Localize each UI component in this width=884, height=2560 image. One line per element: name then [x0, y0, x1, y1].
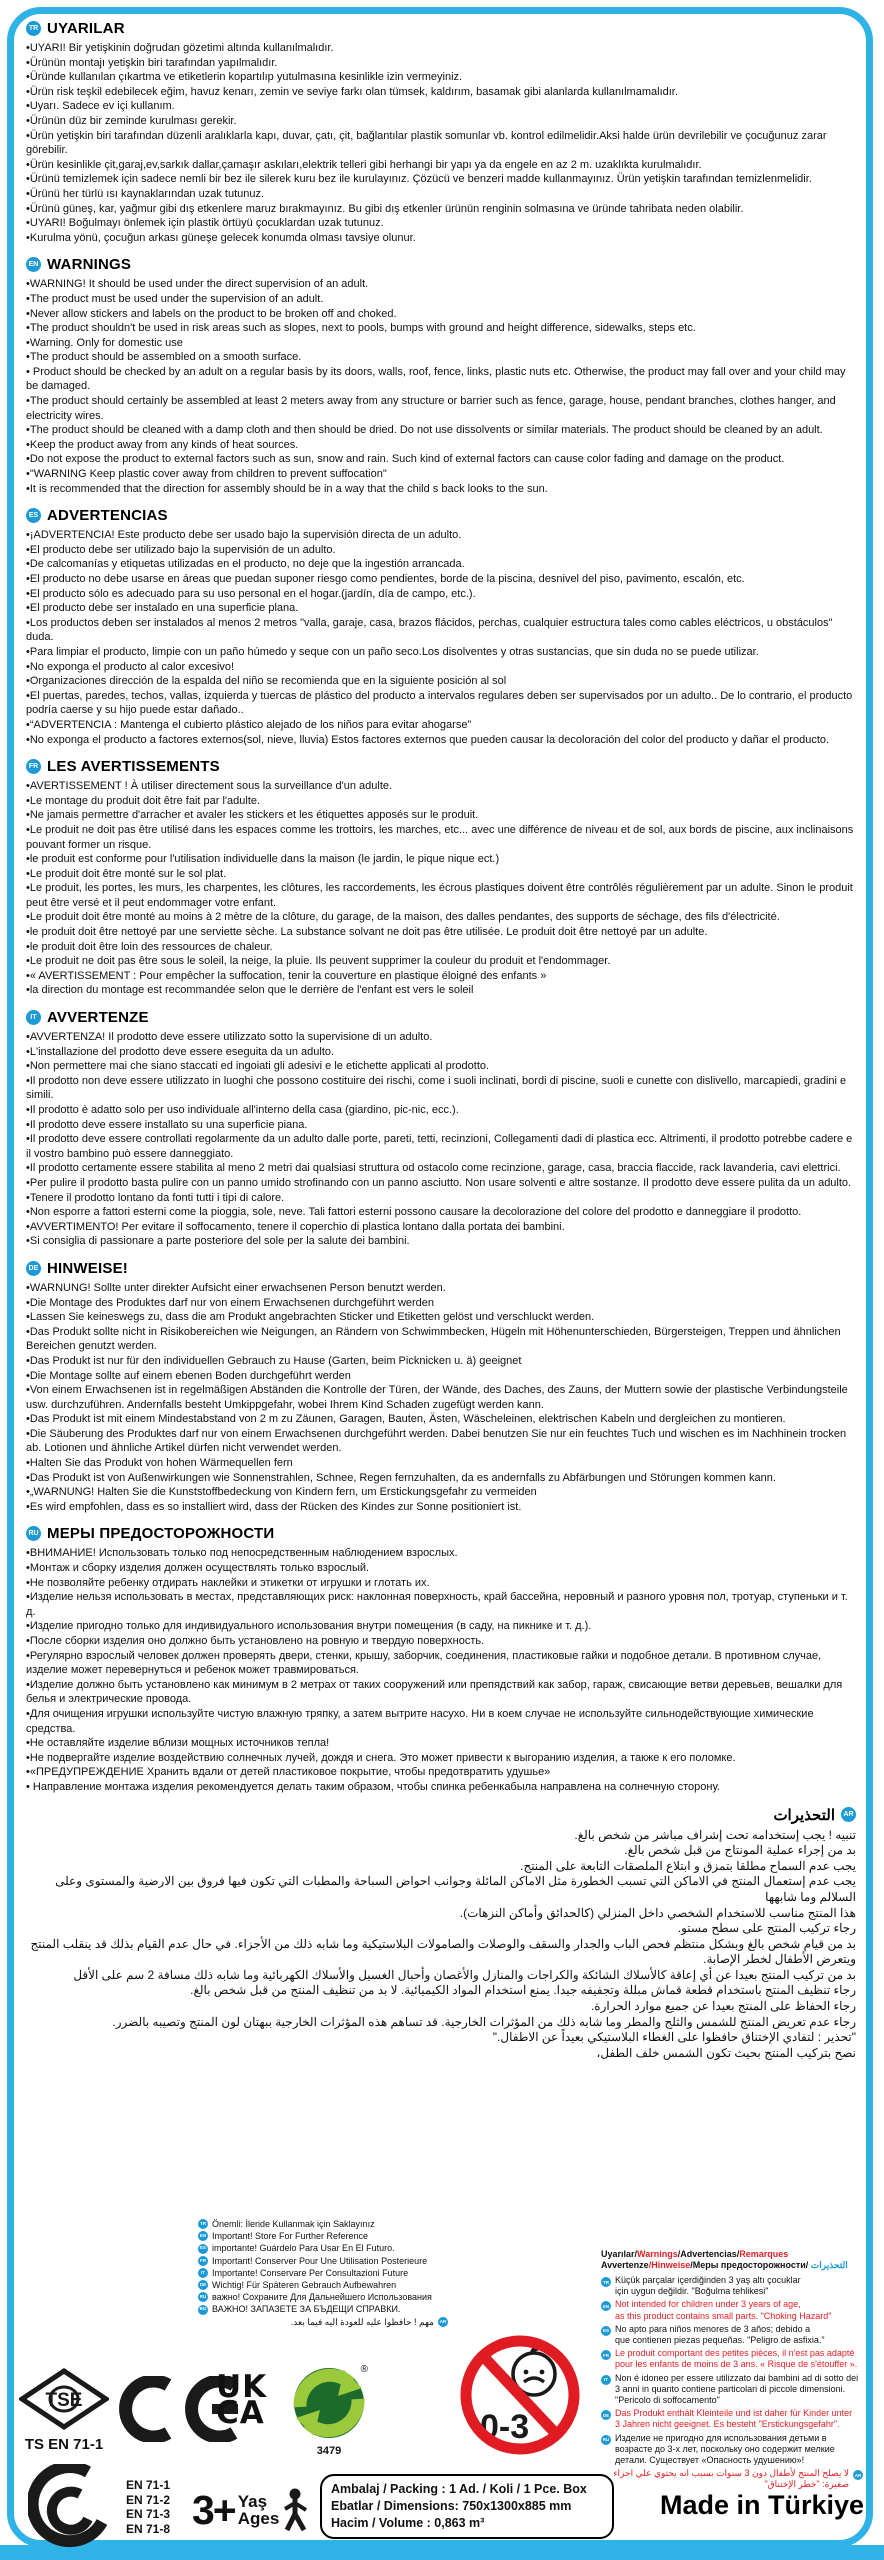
choking-header-part: Uyarılar [601, 2249, 635, 2259]
warning-item: •Das Produkt ist von Außenwirkungen wie Sonnenstrahlen, Schnee, Regen fernzuhalten, da es andernfalls zu Abfärbungen und Störungen kommen kann. [26, 1471, 776, 1484]
warning-item: •UYARI! Bir yetişkinin doğrudan gözetimi altında kullanılmalıdır. [26, 42, 334, 54]
section-heading [26, 1009, 856, 1026]
choking-line: No apto para niños menores de 3 años; debido a [615, 2323, 811, 2334]
warning-section-es [26, 507, 856, 747]
warning-item: • Направление монтажа изделия рекомендуется делать таким образом, чтобы спинка ребенкабыла направлена на солнечную сторону. [26, 1780, 720, 1793]
warning-item: •Do not expose the product to external factors such as sun, snow and rain. Such kind of external factors can cause color fading and damage on the product. [26, 453, 785, 466]
lang-badge-ar: AR [853, 2470, 863, 2480]
choking-line: Not intended for children under 3 years of age, [615, 2299, 801, 2310]
choking-header-part: Меры предосторожности [692, 2260, 806, 2270]
crescent-mark-icon [28, 2464, 108, 2548]
section-title: WARNINGS [47, 256, 132, 274]
warning-item: رجاء عدم تعريض المنتج للشمس والثلج والمطر وما شابه ذلك من المؤثرات الخارجية. قد تساهم هذه المؤثرات الخارجية ببهتان لون المنتج وتصيبه بالضرر. [112, 2014, 856, 2029]
warning-item: •AVVERTENZA! Il prodotto deve essere utilizzato sotto la supervisione di un adulto. [26, 1031, 433, 1044]
age-recommendation [192, 2488, 308, 2532]
choking-line: Изделие не пригодно для использования детьми в [615, 2432, 827, 2443]
store-notice-ar [198, 2316, 448, 2328]
warning-section-ar [26, 1806, 856, 2062]
warning-item: •UYARI! Boğulmayı önlemek için plastik örtüyü çocuklardan uzak tutunuz. [26, 217, 384, 230]
warning-item: •Non permettere mai che siano staccati ed ingoiati gli adesivi e le etichette applicati al prodotto. [26, 1060, 490, 1073]
section-heading [26, 1806, 856, 1824]
warning-item: •AVERTISSEMENT ! À utiliser directement sous la surveillance d'un adulte. [26, 780, 393, 793]
tse-standard-label: TS EN 71-1 [24, 2436, 104, 2453]
warning-item: •Ürünün montajı yetişkin biri tarafından yapılmalıdır. [26, 56, 278, 69]
bottom-border-band [0, 2545, 884, 2560]
age-limit-label: 0-3 [480, 2408, 530, 2446]
choking-warning-es [601, 2324, 863, 2346]
warning-item: •Le montage du produit doit être fait par l'adulte. [26, 794, 261, 807]
choking-warning-tr [601, 2275, 863, 2297]
store-notice-text: importante! Guárdelo Para Usar En El Futuro. [212, 2243, 395, 2254]
warning-item: •Die Montage sollte auf einem ebenen Boden durchgeführt werden [26, 1369, 351, 1382]
warning-item: •“ADVERTENCIA : Mantenga el cubierto plástico alejado de los niños para evitar ahogarse” [26, 718, 472, 731]
warning-item: •Изделие нельзя использовать в местах, представляющих риск: наклонная поверхность, край бассейна, неровный и разного уровня пол, тротуар, ступеньки и т. д. [26, 1591, 848, 1618]
warning-item: •¡ADVERTENCIA! Este producto debe ser usado bajo la supervisión directa de un adulto. [26, 529, 462, 542]
lang-badge-fr: FR [198, 2256, 208, 2266]
warning-item: •Kurulma yönü, çocuğun arkası güneşe gelecek konumda olması tavsiye olunur. [26, 231, 416, 244]
section-title: LES AVERTISSEMENTS [47, 758, 220, 776]
store-notice-list [198, 2218, 448, 2328]
en-standard: EN 71-1 [126, 2478, 171, 2492]
store-notice-es [198, 2242, 448, 2254]
choking-header-part: / [648, 2260, 652, 2270]
warning-item: بد من تركيب المنتج بعيدا عن أي إعاقة كالأسلاك الشائكة والكراجات والمنازل والأغصان وأحبال الغسيل والأسلاك الكهربائية وما شابه ذلك مسافة 2 سم على الأقل [73, 1967, 856, 1982]
warning-item: •Los productos deben ser instalados al menos 2 metros "valla, garaje, casa, brazos flácidos, perchas, cualquier estructura tales como cables eléctricos, u obstáculos" duda. [26, 616, 833, 644]
warning-item: •После сборки изделия оно должно быть установлено на ровную и твердую поверхность. [26, 1635, 485, 1647]
warning-item: •The product shouldn't be used in risk areas such as slopes, next to pools, bumps with ground and height difference, sidewalks, steps etc. [26, 322, 696, 335]
ukca-line2: CA [216, 2395, 265, 2431]
warning-item: هذا المنتج مناسب للاستخدام الشخصي داخل المنزلي (كالحدائق وأماكن النزهات). [459, 1905, 856, 1920]
warning-item: •Von einem Erwachsenen ist in regelmäßigen Abständen die Kontrolle der Türen, der Wände, des Daches, des Zauns, der Muttern sowie der plastische Verbindungsteile usw. durchzuführen. Andernfalls besteht Umkippgefahr, wobei Ihrem Kind Schaden zugefügt werden kann. [26, 1384, 848, 1411]
green-dot-number: 3479 [316, 2445, 342, 2457]
green-dot-certification [288, 2366, 370, 2457]
warning-sections [26, 20, 856, 2072]
warning-item: •le produit doit être loin des ressources de chaleur. [26, 940, 273, 953]
warning-item: •Üründe kullanılan çıkartma ve etiketlerin kopartılıp yutulmasına kesinlikle izin vermeyiniz. [26, 71, 463, 84]
choking-header-part: / [736, 2249, 740, 2259]
warning-item: يجب عدم السماح مطلقا بتمزق و ابتلاع الملصقات التابعة على المنتج. [520, 1858, 856, 1873]
choking-header-part: Warnings [637, 2249, 678, 2259]
section-title: التحذيرات [773, 1806, 835, 1824]
warning-item: •le produit est conforme pour l'utilisation individuelle dans la maison (le jardin, le pique nique ect.) [26, 853, 500, 866]
choking-line: que contienen piezas pequeñas. "Peligro de asfixia." [615, 2335, 825, 2346]
warning-item: "تحذير : لتفادي الإختناق حافظوا على الغطاء البلاستيكي بعيداً عن الاطفال." [492, 2030, 856, 2045]
warning-item: •Ürün yetişkin biri tarafından düzenli aralıklarla kapı, duvar, çatı, çit, bağlantılar plastik somunlar vb. kontrol edilmelidir.Aksi halde ürün devrilebilir ve çocuğunuz zarar görebilir. [26, 129, 827, 157]
en-standards-list [126, 2478, 170, 2536]
warning-item: •Не оставляйте изделие вблизи мощных источников тепла! [26, 1737, 330, 1750]
warning-item: •Изделие пригодно только для индивидуального использования внутри помещения (в саду, на пикнике и т. д.). [26, 1620, 592, 1633]
choking-header-part: / [677, 2249, 681, 2259]
warning-item: •El producto debe ser instalado en una superficie plana. [26, 602, 299, 615]
packing-line: Ambalaj / Packing : 1 Ad. / Koli / 1 Pce. Box [331, 2482, 587, 2496]
warning-item: •Lassen Sie keineswegs zu, dass die am Produkt angebrachten Sticker und Etiketten gelöst und verschluckt werden. [26, 1311, 595, 1324]
warning-item: رجاء تركيب المنتج على سطح مستو. [677, 1921, 856, 1936]
warning-item: •« AVERTISSEMENT : Pour empêcher la suffocation, tenir la couverture en plastique éloigné des enfants » [26, 969, 547, 982]
choking-line: Das Produkt enthält Kleinteile und ist daher für Kinder unter [615, 2408, 853, 2419]
warning-item: •Uyarı. Sadece ev içi kullanım. [26, 100, 175, 113]
warning-item: •Das Produkt sollte nicht in Risikobereichen wie Neigungen, an Rändern von Schwimmbecken, Hügeln mit Höhenunterschieden, Bürgersteigen, Treppen und ähnlichen Bereichen genutzt werden. [26, 1325, 841, 1353]
warning-item: •Warning. Only for domestic use [26, 336, 183, 349]
warning-section-it [26, 1009, 856, 1249]
warning-item: بد من قيام شخص بالغ وبشكل منتظم فحص الباب والجدار والسقف والوصلات والصامولات البلاستيكية وما شابه ذلك من الأجزاء. في حال عدم القيام بذلك قد ينقلب المنتج ويتعرض الأطفال لخطر الإصابة. [30, 1936, 856, 1967]
warning-item: •Die Montage des Produktes darf nur von einem Erwachsenen durchgeführt werden [26, 1296, 435, 1309]
choking-line: as this product contains small parts. "Choking Hazard" [615, 2310, 832, 2321]
warning-item: •It is recommended that the direction for assembly should be in a way that the child s back looks to the sun. [26, 482, 548, 495]
choking-header-part: / [690, 2260, 693, 2270]
age-word-en: Ages [237, 2509, 280, 2528]
warning-item: •Never allow stickers and labels on the product to be broken off and choked. [26, 307, 397, 320]
warning-item: •De calcomanías y etiquetas utilizadas en el producto, no deje que la ingestión arrancada. [26, 558, 465, 571]
warning-item: •Halten Sie das Produkt von hohen Wärmequellen fern [26, 1457, 293, 1470]
warning-item: •Das Produkt ist nur für den individuellen Gebrauch zu Hause (Garten, beim Picknicken u. ä) geeignet [26, 1354, 522, 1367]
choking-warning-ar [601, 2468, 863, 2490]
choking-header-line [601, 2260, 863, 2271]
section-heading [26, 758, 856, 775]
warning-item: •Не позволяйте ребенку отдирать наклейки и этикетки от игрушки и глотать их. [26, 1576, 430, 1589]
warning-item: •Keep the product away from any kinds of heat sources. [26, 438, 299, 451]
warning-item: نصح بتركيب المنتج بحيث تكون الشمس خلف الطفل، [596, 2045, 856, 2060]
warning-item: •El producto no debe usarse en áreas que puedan suponer riesgo como pendientes, borde de la piscina, desnivel del piso, pavimento, escalón, etc. [26, 573, 745, 585]
warning-item: •la direction du montage est recommandée selon que le derrière de l'enfant est vers le soleil [26, 984, 474, 997]
section-heading [26, 256, 856, 273]
lang-badge-en: EN [26, 257, 41, 272]
warning-item: •Ürünü güneş, kar, yağmur gibi dış etkenlere maruz bırakmayınız. Bu gibi dış etkenler ürünün renginin solmasına ve üründe tahribata neden olabilir. [26, 202, 744, 215]
ukca-mark [216, 2369, 268, 2431]
warning-item: •Регулярно взрослый человек должен проверять двери, стенки, крышу, заборчик, соединения, пластиковые гайки и подобное детали. В противном случае, изделие может перевернуться и ребенок может травмироваться. [26, 1649, 822, 1677]
warning-item: •El puertas, paredes, techos, vallas, izquierda y tuercas de plástico del producto a intervalos regulares deben ser supervisados por un adulto.. De lo contrario, el producto podría caerse y su hijo puede estar dañado.. [26, 689, 853, 717]
warning-item: •Ürünün düz bir zeminde kurulması gerekir. [26, 114, 237, 127]
warning-item: •WARNING! It should be used under the direct supervision of an adult. [26, 278, 369, 291]
warning-item: •Organizaciones dirección de la espalda del niño se recomienda que en la siguiente posición al sol [26, 675, 507, 688]
warning-section-fr [26, 758, 856, 998]
warning-item: •„WARNUNG! Halten Sie die Kunststoffbedeckung von Kindern fern, um Erstickungsgefahr zu vermeiden [26, 1486, 537, 1499]
age-number: 3+ [192, 2487, 235, 2533]
lang-badge-tr: TR [26, 21, 41, 36]
section-title: HINWEISE! [47, 1259, 128, 1277]
warning-item: •The product should be assembled on a smooth surface. [26, 351, 302, 364]
age-word-tr: Yaş [237, 2492, 268, 2511]
lang-badge-fr: FR [26, 759, 41, 774]
choking-header [601, 2249, 863, 2271]
choking-warning-text [615, 2408, 852, 2430]
warning-item: •Для очищения игрушки используйте чистую влажную тряпку, а затем вытрите насухо. Ни в коем случае не используйте сильнодействующие химические средства. [26, 1707, 814, 1735]
lang-badge-ar: AR [438, 2317, 448, 2327]
en-standard: EN 71-8 [126, 2521, 171, 2536]
packing-info-box [320, 2474, 614, 2539]
warning-item: •WARNUNG! Sollte unter direkter Aufsicht einer erwachsenen Person benutzt werden. [26, 1281, 446, 1294]
warning-section-tr [26, 20, 856, 245]
lang-badge-es: ES [601, 2326, 611, 2336]
choking-items [601, 2275, 863, 2491]
warning-item: •Монтаж и сборку изделия должен осуществлять только взрослый. [26, 1562, 370, 1575]
lang-badge-de: DE [26, 1261, 41, 1276]
choking-header-part: التحذيرات [810, 2260, 848, 2270]
section-title: AVVERTENZE [47, 1009, 149, 1027]
lang-badge-de: DE [198, 2280, 208, 2290]
lang-badge-en: EN [601, 2301, 611, 2311]
warning-item: •El producto debe ser utilizado bajo la supervisión de un adulto. [26, 543, 336, 556]
warning-section-de [26, 1260, 856, 1515]
warning-item: •Le produit doit être monté sur le sol plat. [26, 867, 227, 880]
warning-item: •Per pulire il prodotto basta pulire con un panno umido strofinando con un panno asciutto. Non usare solventi e altre sostanze. Il prodotto deve essere pulita da un adulto. [26, 1176, 852, 1189]
choking-header-part: Advertencias [680, 2249, 737, 2259]
lang-badge-tr: TR [601, 2277, 611, 2287]
choking-line: детали. Существует «Опасность удушению»! [615, 2455, 805, 2466]
choking-header-line [601, 2249, 863, 2260]
tse-label: TSE [45, 2390, 83, 2411]
store-notice-bg [198, 2303, 448, 2315]
warning-item: •Ürün risk teşkil edebilecek eğim, havuz kenarı, zemin ve seviye farkı olan tümsek, kaldırım, basamak gibi alanlarda kullanılmamalıdır. [26, 85, 678, 98]
warning-item: •No exponga el producto a factores externos(sol, nieve, lluvia) Estos factores externos que pueden causar la decoloración del color del producto y dañar el producto. [26, 733, 830, 746]
store-notice-text: важно! Сохраните Для Дальнейшего Использования [212, 2292, 432, 2303]
warning-item: •Para limpiar el producto, limpie con un paño húmedo y seque con un paño seco.Los disolventes y otras sustancias, que sin duda no se puede utilizar. [26, 645, 759, 658]
store-notice-en [198, 2230, 448, 2242]
choking-warning-text [615, 2373, 858, 2407]
warning-section-en [26, 256, 856, 496]
section-title: UYARILAR [47, 20, 125, 37]
choking-warning-en [601, 2299, 863, 2321]
child-figure-icon [282, 2488, 308, 2532]
choking-line: Le produit comportant des petites pièces, il n'est pas adapté [615, 2348, 855, 2359]
registered-trademark-icon: ® [360, 2364, 368, 2375]
store-notice-it [198, 2267, 448, 2279]
section-heading [26, 1260, 856, 1277]
warning-item: •Si consiglia di passionare a parte posteriore del sole per la salute dei bambini. [26, 1235, 410, 1248]
choking-warning-text [615, 2299, 832, 2321]
warning-item: يجب عدم إستعمال المنتج في الاماكن التي تسبب الخطورة مثل الاماكن المائلة وجوانب احواض السباحة والمطبات التي تكون فيها فروق بين الارضية والمستوى وعلى السلالم وما شابهها [55, 1874, 856, 1904]
choking-line: pour les enfants de moins de 3 ans. « Risque de s'étouffer ». [615, 2359, 858, 2370]
warning-item: •le produit doit être nettoyé par une serviette sèche. La substance solvant ne doit pas être utilisée. Le produit doit être nettoyé par un adulte. [26, 926, 708, 939]
warning-item: رجاء الحفاظ على المنتج بعيدا عن جميع موارد الحرارة. [590, 1999, 856, 2014]
lang-badge-de: DE [601, 2410, 611, 2420]
section-heading [26, 1525, 856, 1542]
lang-badge-ru: RU [198, 2292, 208, 2302]
warning-item: •"WARNING Keep plastic cover away from children to prevent suffocation" [26, 468, 387, 481]
lang-badge-it: IT [26, 1010, 41, 1025]
warning-item: رجاء تنظيف المنتج باستخدام قطعة قماش مبللة وتجفيفه جيدا. يمنع استخدام المواد الكيميائية. لا بد من تنظيف المنتج من قبل شخص بالغ. [190, 1983, 856, 1998]
warning-item: •Ürün kesinlikle çit,garaj,ev,sarkık dallar,çamaşır askıları,elektrik telleri gibi herhangi bir yapı ya da engele en az 2 m. uzaklıkta kurulmalıdır. [26, 158, 702, 171]
lang-badge-ru: RU [601, 2435, 611, 2445]
choking-hazard-block [601, 2249, 863, 2491]
lang-badge-ru: RU [26, 1526, 41, 1541]
warning-item: •No exponga el producto al calor excesivo! [26, 660, 235, 673]
lang-badge-es: ES [26, 508, 41, 523]
lang-badge-bg: BG [198, 2305, 208, 2315]
tse-certification [18, 2368, 110, 2453]
choking-warning-text [615, 2324, 825, 2346]
warning-item: •El producto sólo es adecuado para su uso personal en el hogar.(jardín, día de campo, etc.). [26, 587, 476, 600]
choking-line: "Pericolo di soffocamento" [615, 2395, 720, 2406]
choking-header-part: Remarques [739, 2249, 789, 2259]
warning-item: •The product should certainly be assembled at least 2 meters away from any structure or barrier such as fence, garage, house, pendant branches, clothes hanger, and electricity wires. [26, 395, 836, 422]
warning-item: •Ürünü her türlü ısı kaynaklarından uzak tutunuz. [26, 187, 265, 200]
store-notice-text: مهم ! حافظوا عليه للعودة اليه فيما بعد. [290, 2316, 434, 2327]
en-standard: EN 71-3 [126, 2507, 171, 2521]
warning-item: •Il prodotto non deve essere utilizzato in luoghi che possono costituire dei rischi, come i suoli inclinati, bordi di piscine, suoli e cunette con dislivello, marcapiedi, gradini e simili. [26, 1074, 847, 1102]
warning-item: بد من إجراء عملية المونتاج من قبل شخص بالغ. [624, 1843, 856, 1858]
warning-item: •Die Säuberung des Produktes darf nur von einem Erwachsenen durchgeführt werden. Dabei benutzen Sie nur ein feuchtes Tuch und wischen es im Nachhinein trocken ab. Lotionen und ähnliche Artikel dürfen nicht verwendet werden. [26, 1427, 847, 1455]
warning-item: •The product must be used under the supervision of an adult. [26, 292, 324, 305]
store-notice-fr [198, 2255, 448, 2267]
no-0-3-icon [460, 2328, 580, 2462]
choking-line: صغيرة: "خطر الإختناق" [764, 2479, 849, 2490]
warning-item: •Le produit ne doit pas être utilisé dans les espaces comme les trottoirs, les marches, etc... avec une différence de niveau et de sol, aux bords de piscine, aux inclinaisons pouvant former un risque. [26, 823, 854, 851]
lang-badge-ar: AR [841, 1807, 856, 1822]
tse-logo-icon [19, 2368, 109, 2430]
choking-line: için uygun değildir. "Boğulma tehlikesi" [615, 2286, 769, 2297]
ukca-line1: UK [216, 2369, 268, 2405]
store-notice-de [198, 2279, 448, 2291]
warning-item: •Le produit ne doit pas être sous le soleil, la neige, la pluie. Ils peuvent supprimer la couleur du produit et l'endommager. [26, 955, 611, 968]
warning-section-ru [26, 1525, 856, 1794]
choking-warning-de [601, 2408, 863, 2430]
warning-item: •Ne jamais permettre d'arracher et avaler les stickers et les étiquettes apposés sur le produit. [26, 809, 479, 822]
warning-item: •«ПРЕДУПРЕЖДЕНИЕ Хранить вдали от детей пластиковое покрытие, чтобы предотвратить удушье» [26, 1766, 551, 1779]
choking-header-part: / [634, 2249, 638, 2259]
warning-item: •Le produit, les portes, les murs, les charpentes, les clôtures, les raccordements, les écrous plastiques doivent être contrôlés régulièrement par un adulte. Sinon le produit peut être versé et il peut endommager votre enfant. [26, 882, 853, 909]
warning-item: •Non esporre a fattori esterni come la pioggia, sole, neve. Tali fattori esterni possono causare la decolorazione del colore del prodotto e danneggiare il prodotto. [26, 1206, 802, 1219]
warning-item: •L'installazione del prodotto deve essere eseguita da un adulto. [26, 1045, 335, 1058]
warning-item: •Le produit doit être monté au moins à 2 mètre de la clôture, du garage, de la maison, des dalles pendantes, des supports de séchage, des fils d'électricité. [26, 911, 780, 924]
warning-item: •AVVERTIMENTO! Per evitare il soffocamento, tenere il coperchio di plastica lontano dalla portata dei bambini. [26, 1220, 565, 1233]
section-title: ADVERTENCIAS [47, 507, 168, 525]
store-notice-text: Importante! Conservare Per Consultazioni Future [212, 2267, 409, 2278]
lang-badge-es: ES [198, 2244, 208, 2254]
store-notice-text: Wichtig! Für Späteren Gebrauch Aufbewahren [212, 2280, 397, 2291]
lang-badge-tr: TR [198, 2219, 208, 2229]
store-notice-text: Önemli: İleride Kullanmak için Saklayınız [212, 2219, 375, 2229]
choking-line: Non é idoneo per essere utilizzato dai bambini ad di sotto dei [615, 2372, 859, 2383]
lang-badge-it: IT [198, 2268, 208, 2278]
warning-item: •Il prodotto deve essere controllati regolarmente da un adulto dalle porte, pareti, tetti, recinzioni, Collegamenti dadi di plastica ecc. Altrimenti, il prodotto potrebbe cadere e il vostro bambino può essere danneggiato. [26, 1133, 853, 1160]
choking-warning-ru [601, 2433, 863, 2467]
section-heading [26, 507, 856, 524]
choking-header-part: Hinweise [651, 2260, 691, 2270]
dimensions-line: Ebatlar / Dimensions: 750x1300x885 mm [331, 2499, 572, 2513]
section-heading [26, 20, 856, 37]
warning-item: •The product should be cleaned with a damp cloth and then should be dried. Do not use dissolvents or similar materials. The product should be cleaned by an adult. [26, 424, 823, 437]
lang-badge-en: EN [198, 2231, 208, 2241]
choking-warning-fr [601, 2348, 863, 2370]
warning-item: •Il prodotto certamente essere stabilita al meno 2 metri dai qualsiasi struttura od ostacolo come recinzione, garage, casa, braccia flaccide, rack lavanderia, cavi elettrici. [26, 1162, 841, 1175]
green-dot-icon [292, 2366, 366, 2440]
store-notice-tr [198, 2218, 448, 2230]
choking-line: 3 anni in quanto contiene particolari di piccole dimensioni. [615, 2383, 846, 2394]
choking-warning-text [615, 2433, 835, 2467]
warning-item: •Il prodotto è adatto solo per uso individuale all'interno della casa (giardino, pic-nic, ecc.). [26, 1104, 459, 1116]
choking-line: возрасте до 3-х лет, поскольку оно содержит мелкие [615, 2443, 835, 2454]
lang-badge-fr: FR [601, 2350, 611, 2360]
choking-line: لا يصلح المنتج لأطفال دون 3 سنوات بسبب انه يحتوي علي اجزاء [613, 2468, 849, 2479]
choking-warning-text [615, 2275, 801, 2297]
warning-item: • Product should be checked by an adult on a regular basis by its doors, walls, roof, fence, links, plastic nuts etc. Otherwise, the product may fall over and your child may be damaged. [26, 365, 846, 393]
warning-item: •Il prodotto deve essere installato su una superficie piana. [26, 1118, 308, 1131]
store-notice-text: ВАЖНО! ЗАПАЗЕТЕ ЗА БЪДЕЩИ СПРАВКИ. [212, 2304, 401, 2315]
choking-header-part: Avvertenze [601, 2260, 649, 2270]
store-notice-ru [198, 2291, 448, 2303]
made-in-label: Made in Türkiye [660, 2490, 865, 2520]
choking-line: 3 Jahren nicht geeignet. Es besteht "Erstickungsgefahr". [615, 2419, 840, 2430]
warning-item: •Не подвергайте изделие воздействию солнечных лучей, дождя и снега. Это может привести к выгоранию изделия, а также к его поломке. [26, 1751, 736, 1764]
choking-warning-text [615, 2348, 857, 2370]
warning-item: •Изделие должно быть установлено как минимум в 2 метрах от таких сооружений или препядствий как забор, гараж, свисающие ветви деревьев, вешалки для белья и электрические провода. [26, 1678, 843, 1706]
volume-line: Hacim / Volume : 0,863 m³ [331, 2516, 485, 2530]
warning-item: •Tenere il prodotto lontano da fonti tutti i tipi di calore. [26, 1191, 285, 1204]
warning-item: •Es wird empfohlen, dass es so installiert wird, dass der Rücken des Kindes zur Sonne positioniert ist. [26, 1500, 522, 1513]
warning-item: •Ürünü temizlemek için sadece nemli bir bez ile silerek kuru bez ile kurulayınız. Çözücü ve benzeri madde kullanmayınız. Ürün yetişkin tarafından temizlenmelidir. [26, 173, 812, 186]
choking-warning-text [613, 2468, 849, 2490]
store-notice-text: Important! Conserver Pour Une Utilisation Posterieure [212, 2255, 428, 2266]
warning-item: تنبيه ! يجب إستخدامه تحت إشراف مباشر من شخص بالغ. [574, 1827, 856, 1842]
crescent-conformity-mark [28, 2464, 108, 2553]
store-notice-text: Important! Store For Further Reference [212, 2231, 369, 2242]
lang-badge-it: IT [601, 2375, 611, 2385]
choking-line: Küçük parçalar içerdiğinden 3 yaş altı çocuklar [615, 2275, 801, 2285]
no-under-3-sign [460, 2328, 580, 2467]
warning-item: •ВНИМАНИЕ! Использовать только под непосредственным наблюдением взрослых. [26, 1547, 458, 1560]
choking-header-part: / [805, 2260, 811, 2270]
en-standard: EN 71-2 [126, 2492, 171, 2507]
section-title: МЕРЫ ПРЕДОСТОРОЖНОСТИ [47, 1525, 275, 1543]
warning-item: •Das Produkt ist mit einem Mindestabstand von 2 m zu Zäunen, Garagen, Bauten, Ästen, Wäscheleinen, elektrischen Kabeln und dergleichen zu montieren. [26, 1413, 786, 1426]
choking-warning-it [601, 2373, 863, 2407]
